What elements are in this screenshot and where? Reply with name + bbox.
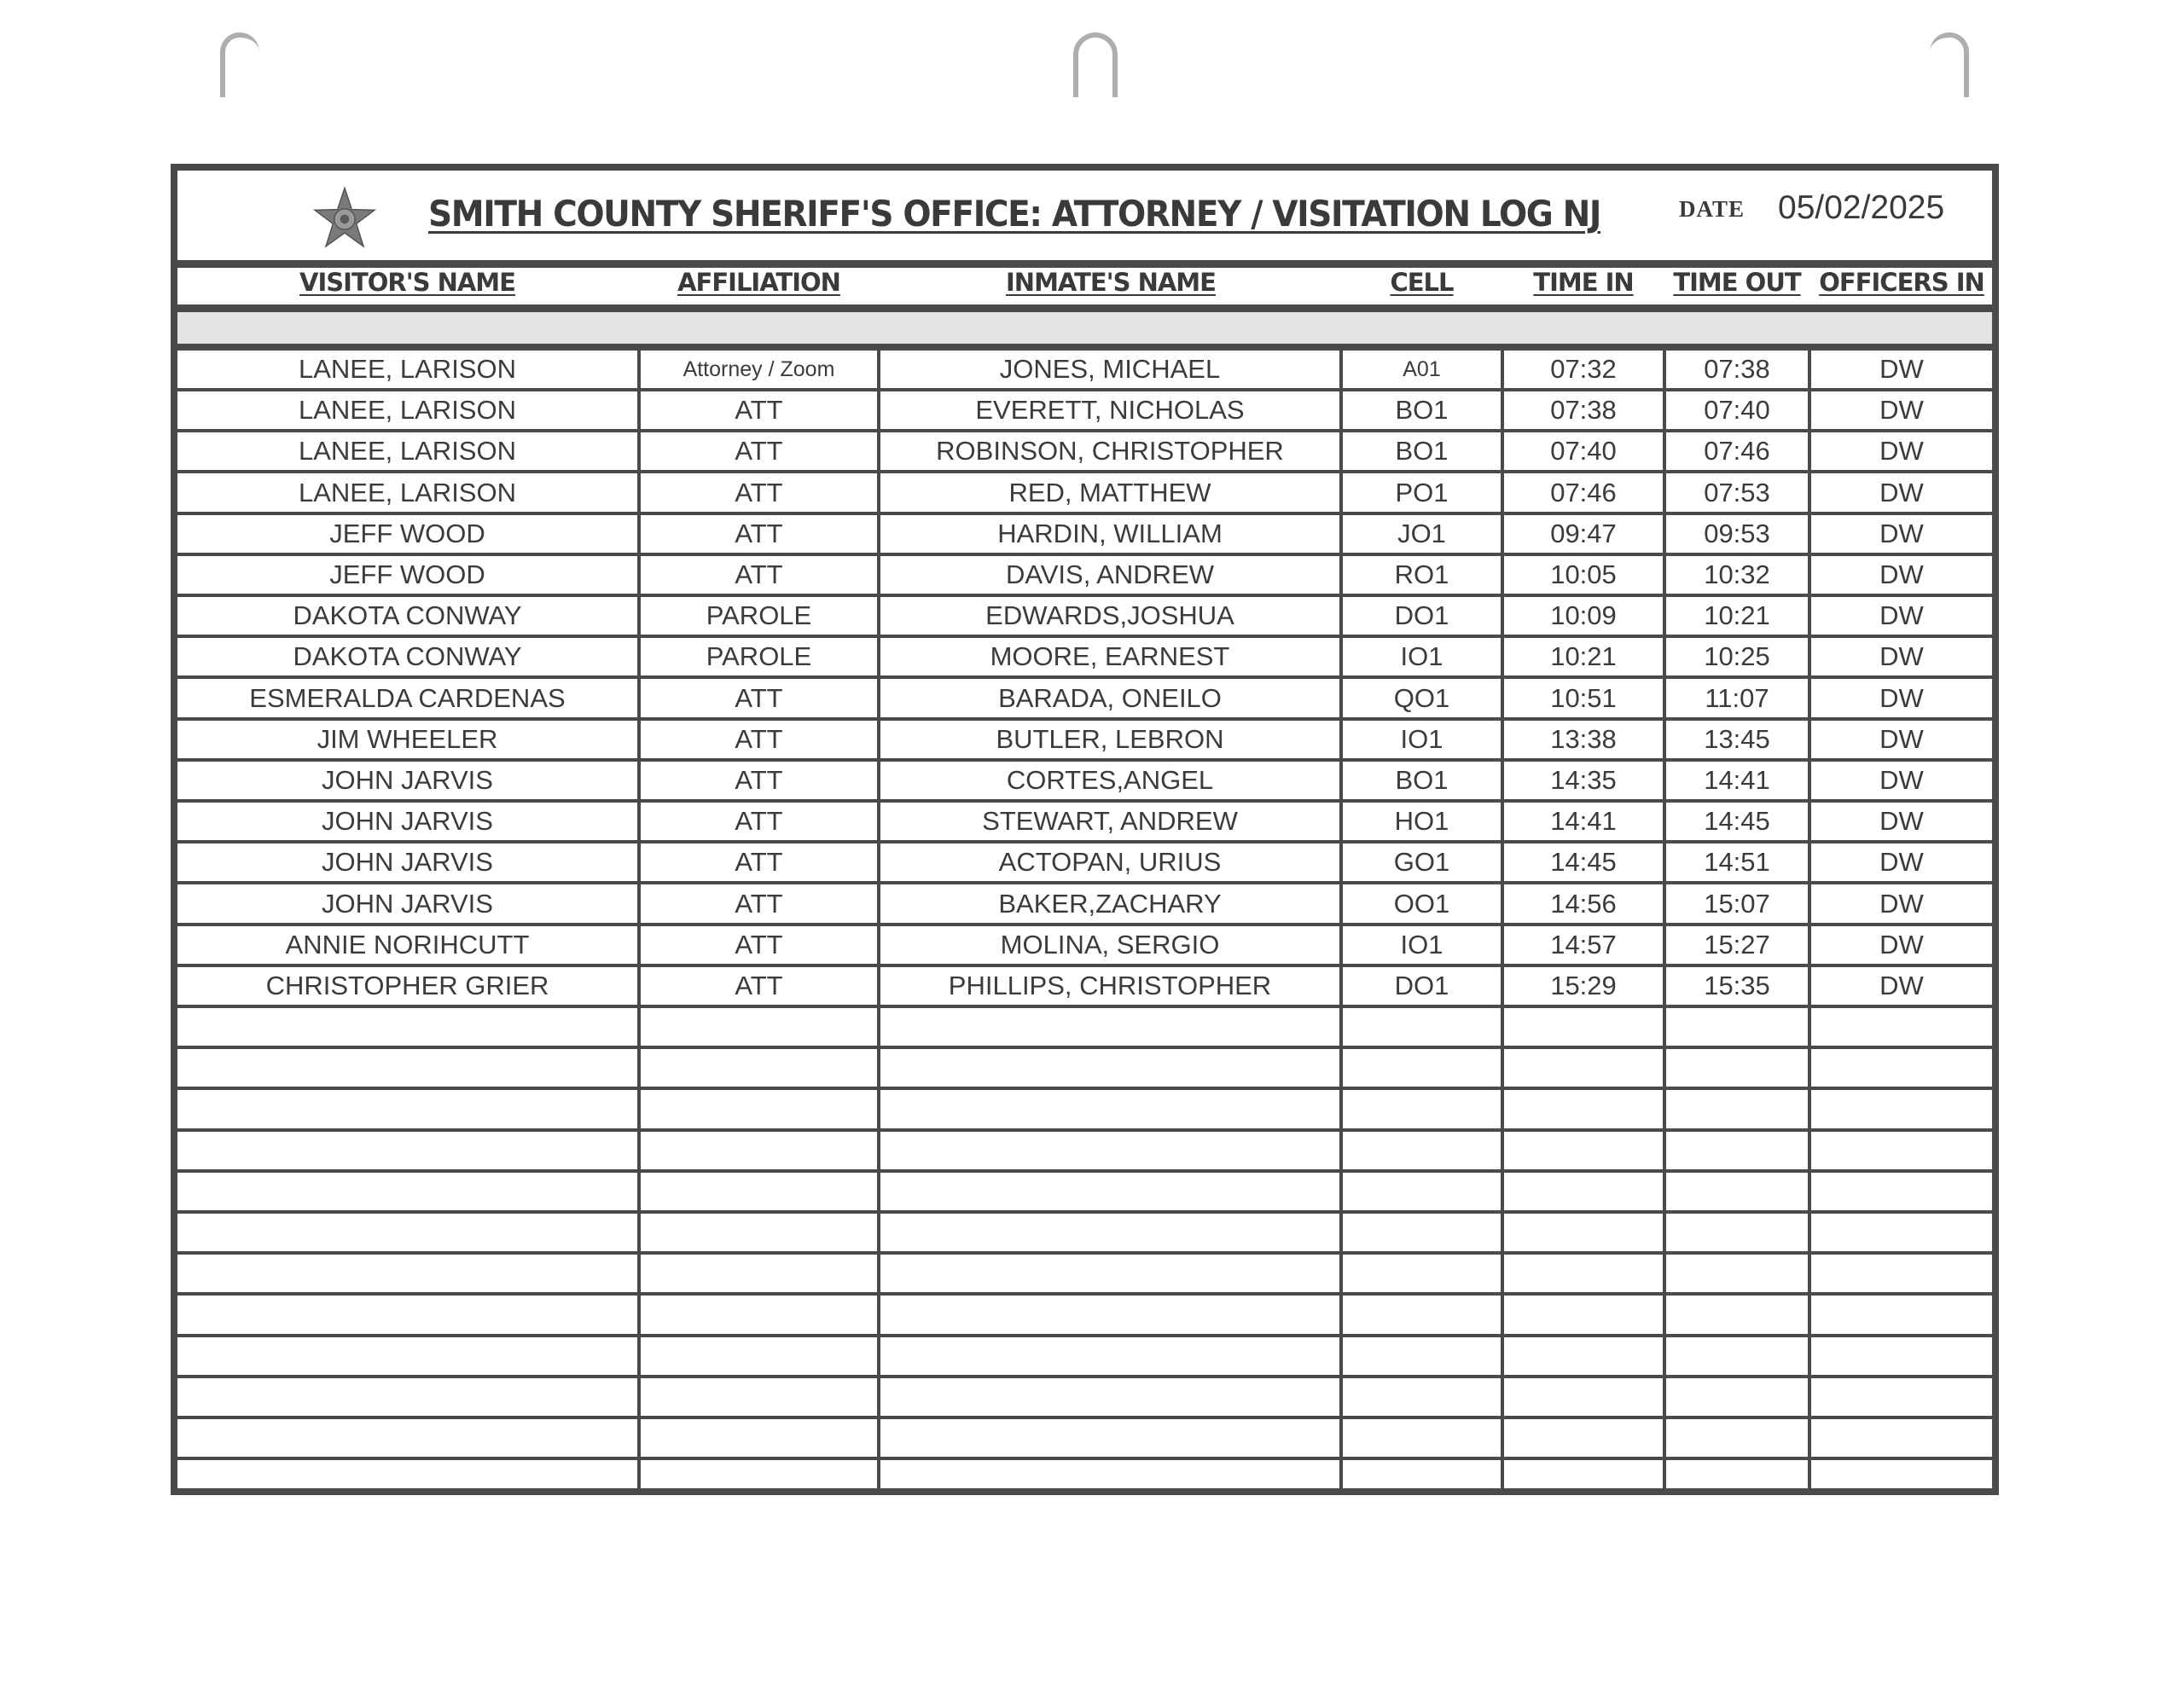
- cell-cell: BO1: [1395, 395, 1449, 426]
- cell-visitor-name: JOHN JARVIS: [322, 765, 493, 795]
- cell-inmate-name: BAKER,ZACHARY: [998, 888, 1222, 919]
- cell-officers-in: DW: [1879, 641, 1924, 672]
- cell-time-out: 13:45: [1704, 723, 1770, 754]
- cell-officers-in: DW: [1879, 436, 1924, 467]
- cell-time-out: 07:46: [1704, 436, 1770, 467]
- cell-inmate-name: ACTOPAN, URIUS: [998, 847, 1222, 878]
- cell-time-in: 10:51: [1550, 682, 1617, 713]
- cell-time-out: 09:53: [1704, 518, 1770, 548]
- cell-officers-in: DW: [1879, 971, 1924, 1000]
- empty-table-row: [177, 1008, 1992, 1049]
- cell-time-out: 07:40: [1704, 395, 1770, 426]
- cell-officers-in: DW: [1879, 888, 1924, 919]
- cell-time-in: 07:40: [1550, 436, 1617, 467]
- cell-time-in: 07:46: [1550, 477, 1617, 507]
- empty-table-row: [177, 1460, 1992, 1501]
- cell-time-out: 07:53: [1704, 477, 1770, 507]
- cell-visitor-name: JOHN JARVIS: [322, 806, 493, 837]
- cell-time-in: 14:41: [1550, 806, 1617, 837]
- table-row: [177, 391, 1992, 432]
- cell-officers-in: DW: [1879, 477, 1924, 507]
- cell-time-out: 14:51: [1704, 847, 1770, 878]
- cell-affiliation: ATT: [735, 518, 783, 548]
- cell-inmate-name: EDWARDS,JOSHUA: [985, 600, 1234, 631]
- cell-visitor-name: LANEE, LARISON: [299, 436, 516, 467]
- cell-affiliation: ATT: [735, 806, 783, 837]
- punch-hole-right: [1930, 32, 1969, 97]
- table-row: [177, 762, 1992, 803]
- cell-cell: OO1: [1393, 888, 1450, 919]
- table-row: [177, 844, 1992, 884]
- header-time-out: TIME OUT: [1673, 268, 1801, 297]
- cell-affiliation: ATT: [735, 971, 783, 1000]
- cell-inmate-name: BUTLER, LEBRON: [996, 723, 1224, 754]
- cell-visitor-name: DAKOTA CONWAY: [293, 641, 522, 672]
- cell-affiliation: ATT: [735, 395, 783, 426]
- cell-time-in: 10:09: [1550, 600, 1617, 631]
- cell-affiliation: PAROLE: [706, 600, 812, 631]
- cell-officers-in: DW: [1879, 600, 1924, 631]
- table-row: [177, 638, 1992, 679]
- cell-visitor-name: LANEE, LARISON: [299, 477, 516, 507]
- cell-time-in: 14:57: [1550, 929, 1617, 959]
- cell-visitor-name: CHRISTOPHER GRIER: [265, 971, 549, 1000]
- table-row: [177, 680, 1992, 721]
- cell-time-out: 10:25: [1704, 641, 1770, 672]
- page-title: SMITH COUNTY SHERIFF'S OFFICE: ATTORNEY / VISITATION LOG NJ: [428, 193, 1601, 235]
- cell-visitor-name: DAKOTA CONWAY: [293, 600, 522, 631]
- cell-time-in: 14:45: [1550, 847, 1617, 878]
- table-row: [177, 721, 1992, 762]
- cell-visitor-name: LANEE, LARISON: [299, 395, 516, 426]
- cell-inmate-name: JONES, MICHAEL: [999, 354, 1221, 384]
- cell-time-out: 14:45: [1704, 806, 1770, 837]
- cell-inmate-name: RED, MATTHEW: [1008, 477, 1211, 507]
- cell-inmate-name: BARADA, ONEILO: [998, 682, 1222, 713]
- cell-visitor-name: ANNIE NORIHCUTT: [285, 929, 530, 959]
- empty-table-row: [177, 1091, 1992, 1132]
- empty-table-row: [177, 1419, 1992, 1460]
- cell-cell: HO1: [1394, 806, 1449, 837]
- cell-cell: BO1: [1395, 436, 1449, 467]
- cell-cell: DO1: [1394, 971, 1449, 1000]
- cell-cell: IO1: [1400, 929, 1443, 959]
- cell-inmate-name: MOLINA, SERGIO: [1000, 929, 1220, 959]
- cell-affiliation: ATT: [735, 929, 783, 959]
- cell-inmate-name: PHILLIPS, CHRISTOPHER: [948, 971, 1272, 1000]
- header-cell: CELL: [1390, 268, 1454, 297]
- empty-table-row: [177, 1132, 1992, 1173]
- cell-time-out: 15:07: [1704, 888, 1770, 919]
- table-row: [177, 474, 1992, 515]
- cell-inmate-name: EVERETT, NICHOLAS: [975, 395, 1245, 426]
- cell-affiliation: ATT: [735, 888, 783, 919]
- empty-table-row: [177, 1296, 1992, 1337]
- table-row: [177, 351, 1992, 391]
- cell-time-out: 15:35: [1704, 971, 1770, 1000]
- cell-affiliation: ATT: [735, 477, 783, 507]
- cell-time-in: 07:38: [1550, 395, 1617, 426]
- cell-officers-in: DW: [1879, 929, 1924, 959]
- punch-hole-center: [1073, 32, 1118, 97]
- cell-cell: A01: [1403, 357, 1441, 381]
- table-row: [177, 926, 1992, 967]
- shaded-band: [177, 312, 1992, 351]
- date-value: 05/02/2025: [1778, 189, 1945, 226]
- empty-table-row: [177, 1255, 1992, 1296]
- header-visitors-name: VISITOR'S NAME: [299, 268, 515, 297]
- cell-time-out: 10:32: [1704, 559, 1770, 589]
- cell-affiliation: ATT: [735, 765, 783, 795]
- sheriff-star-badge-icon: [312, 186, 377, 252]
- empty-table-row: [177, 1378, 1992, 1419]
- cell-affiliation: ATT: [735, 723, 783, 754]
- table-row: [177, 556, 1992, 597]
- header-inmates-name: INMATE'S NAME: [1006, 268, 1216, 297]
- table-row: [177, 885, 1992, 926]
- cell-visitor-name: JEFF WOOD: [329, 559, 485, 589]
- cell-affiliation: ATT: [735, 847, 783, 878]
- table-row: [177, 597, 1992, 638]
- table-row: [177, 515, 1992, 556]
- cell-time-in: 14:35: [1550, 765, 1617, 795]
- cell-inmate-name: DAVIS, ANDREW: [1005, 559, 1215, 589]
- cell-cell: GO1: [1393, 847, 1450, 878]
- table-body: [177, 351, 1992, 1488]
- header-affiliation: AFFILIATION: [677, 268, 840, 297]
- cell-affiliation: ATT: [735, 436, 783, 467]
- cell-cell: DO1: [1394, 600, 1449, 631]
- table-row: [177, 967, 1992, 1008]
- cell-officers-in: DW: [1879, 847, 1924, 878]
- cell-time-out: 15:27: [1704, 929, 1770, 959]
- table-row: [177, 803, 1992, 844]
- cell-visitor-name: LANEE, LARISON: [299, 354, 516, 384]
- cell-inmate-name: CORTES,ANGEL: [1006, 765, 1214, 795]
- empty-table-row: [177, 1214, 1992, 1255]
- header-time-in: TIME IN: [1533, 268, 1634, 297]
- cell-time-out: 11:07: [1705, 682, 1769, 713]
- cell-affiliation: PAROLE: [706, 641, 812, 672]
- cell-officers-in: DW: [1879, 518, 1924, 548]
- cell-cell: BO1: [1395, 765, 1449, 795]
- cell-time-in: 09:47: [1550, 518, 1617, 548]
- cell-inmate-name: STEWART, ANDREW: [982, 806, 1238, 837]
- cell-time-in: 10:21: [1550, 641, 1617, 672]
- cell-time-out: 14:41: [1704, 765, 1770, 795]
- header-officers-in: OFFICERS IN: [1819, 268, 1984, 297]
- cell-cell: RO1: [1394, 559, 1449, 589]
- empty-table-row: [177, 1049, 1992, 1090]
- cell-officers-in: DW: [1879, 559, 1924, 589]
- cell-visitor-name: JEFF WOOD: [329, 518, 485, 548]
- cell-officers-in: DW: [1879, 723, 1924, 754]
- cell-affiliation: Attorney / Zoom: [682, 357, 835, 381]
- cell-affiliation: ATT: [735, 682, 783, 713]
- cell-cell: IO1: [1400, 641, 1443, 672]
- cell-inmate-name: ROBINSON, CHRISTOPHER: [936, 436, 1284, 467]
- cell-time-in: 07:32: [1550, 354, 1617, 384]
- cell-cell: JO1: [1397, 518, 1446, 548]
- cell-cell: PO1: [1395, 477, 1449, 507]
- cell-time-in: 15:29: [1550, 971, 1617, 1000]
- table-row: [177, 432, 1992, 473]
- table-header: [177, 260, 1992, 312]
- date-label: DATE: [1679, 196, 1745, 222]
- cell-cell: IO1: [1400, 723, 1443, 754]
- cell-officers-in: DW: [1879, 682, 1924, 713]
- cell-time-out: 10:21: [1704, 600, 1770, 631]
- empty-table-row: [177, 1337, 1992, 1378]
- cell-inmate-name: HARDIN, WILLIAM: [997, 518, 1223, 548]
- cell-time-in: 10:05: [1550, 559, 1617, 589]
- cell-inmate-name: MOORE, EARNEST: [990, 641, 1230, 672]
- cell-officers-in: DW: [1879, 765, 1924, 795]
- cell-visitor-name: JOHN JARVIS: [322, 847, 493, 878]
- punch-hole-left: [220, 32, 259, 97]
- title-row: [177, 171, 1992, 268]
- cell-cell: QO1: [1393, 682, 1450, 713]
- cell-time-in: 14:56: [1550, 888, 1617, 919]
- cell-time-in: 13:38: [1550, 723, 1617, 754]
- cell-visitor-name: JOHN JARVIS: [322, 888, 493, 919]
- cell-officers-in: DW: [1879, 806, 1924, 837]
- cell-officers-in: DW: [1879, 395, 1924, 426]
- cell-visitor-name: JIM WHEELER: [317, 723, 498, 754]
- visitation-log-form: [171, 164, 1999, 1495]
- empty-table-row: [177, 1173, 1992, 1214]
- cell-time-out: 07:38: [1704, 354, 1770, 384]
- cell-officers-in: DW: [1879, 354, 1924, 384]
- cell-visitor-name: ESMERALDA CARDENAS: [249, 682, 566, 713]
- cell-affiliation: ATT: [735, 559, 783, 589]
